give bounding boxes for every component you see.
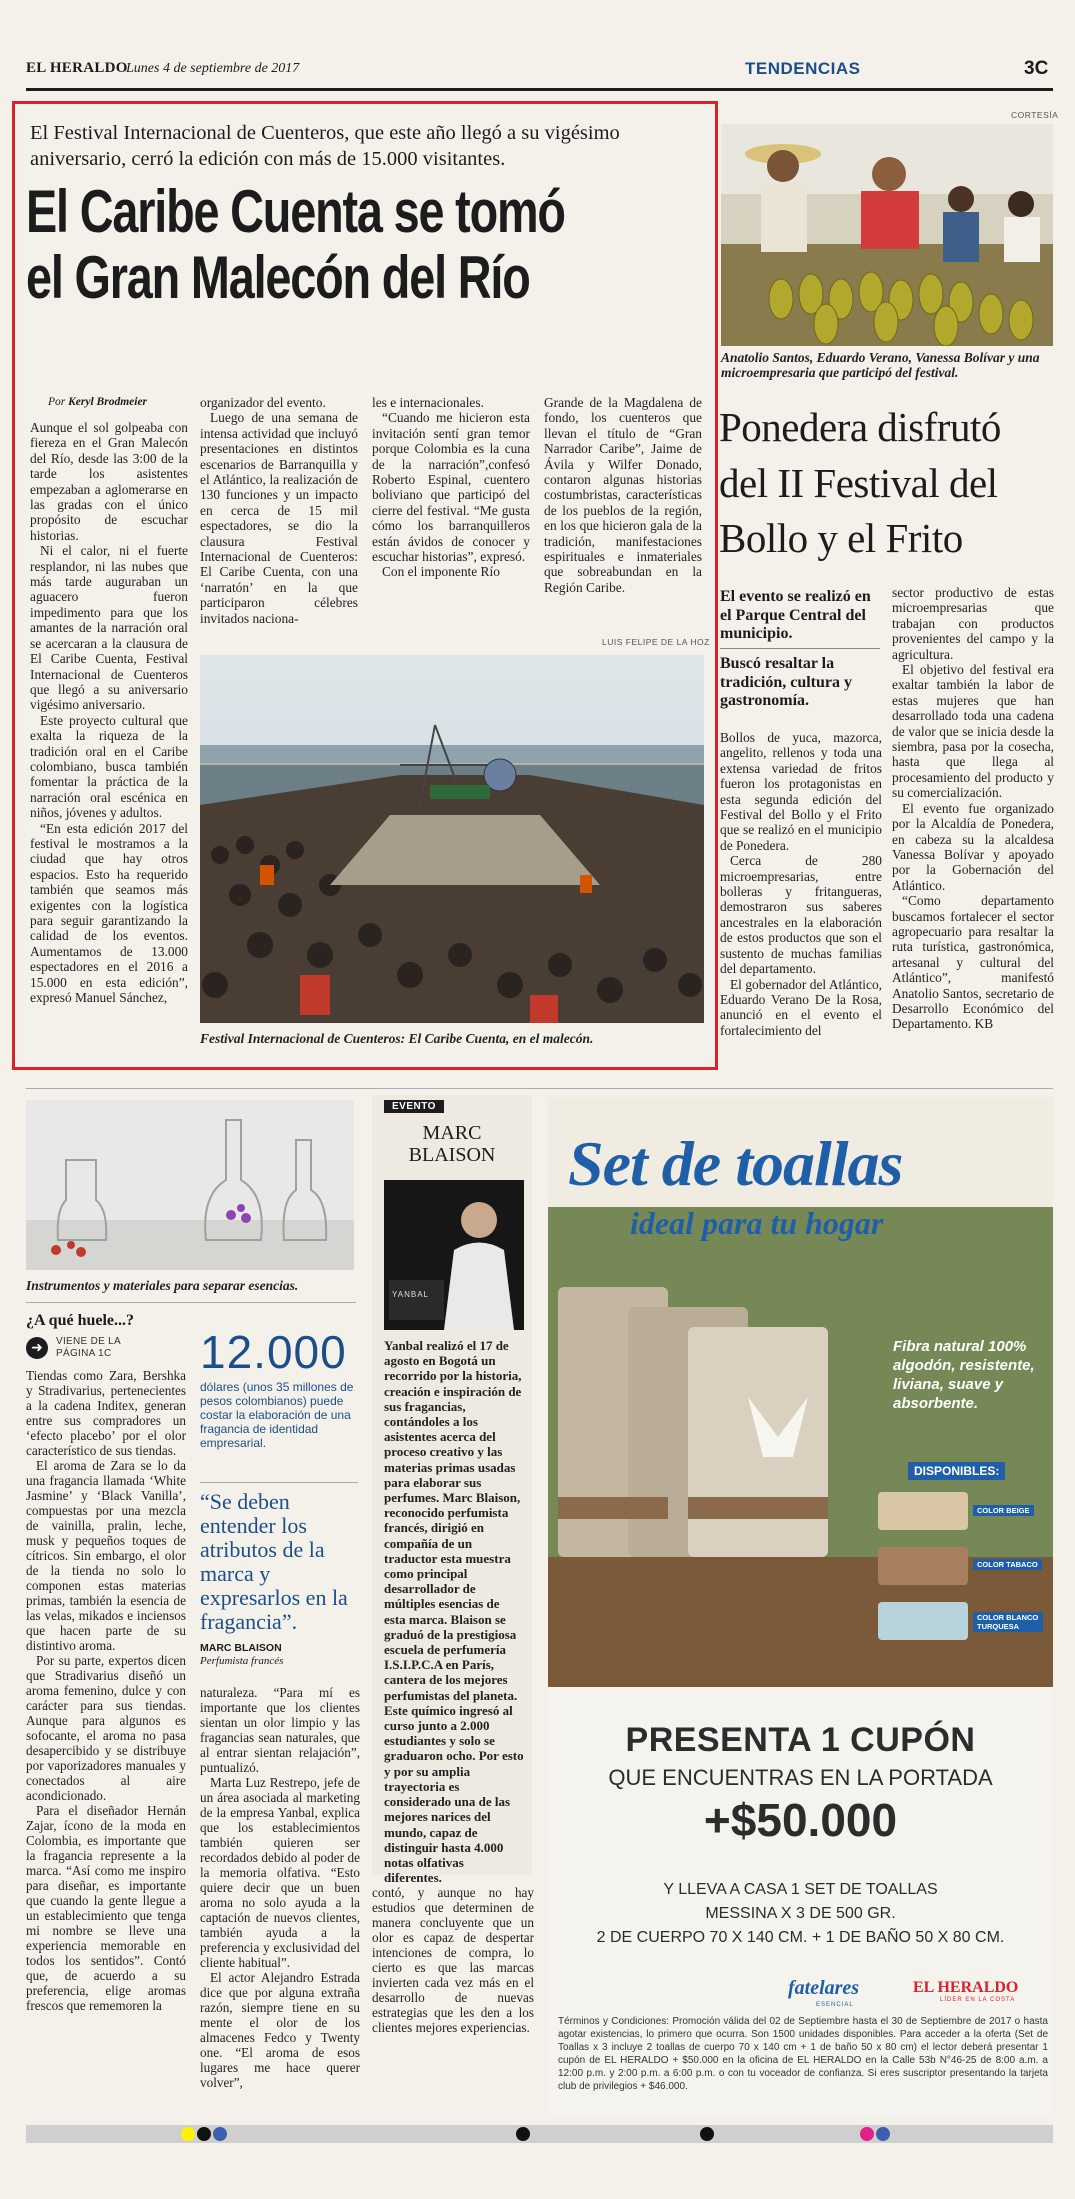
story-deck: El Festival Internacional de Cuenteros, que este año llegó a su vigésimo aniversario, cerró la edición con más de 15.000 visitantes. [30,122,620,170]
paragraph: Marta Luz Restrepo, jefe de un área asociada al marketing de la empresa Yanbal, explica que los establecimientos también quieren ser recordados debido al poder de la memoria olfativa. “Esto quiere decir que un buen aroma no solo ayuda a la captación de nuevos clientes, también ayuda a la preferencia y exclusividad del cliente habitual”. [200,1775,360,1970]
aroma-column-3 [372,1885,534,2035]
paragraph: les e internacionales. [372,395,484,410]
paragraph: Este proyecto cultural que exalta la riqueza de la tradición oral en el Caribe colombiano, busca también fomentar la práctica de la narración oral escénica en niños, jóvenes y adultos. [30,712,188,821]
main-headline-line1: El Caribe Cuenta se tomó [26,178,565,245]
paragraph: organizador del evento. [200,395,326,410]
paragraph: Por su parte, expertos dicen que Stradivarius diseñó un aroma femenino, dulce y con carácter para sus tiendas. Aunque para algunos es sofocante, el aroma no pasa desapercibido y se distribuye por vaporizadores manuales y conectados al aire acondicionado. [26,1653,186,1803]
section-divider [26,1088,1053,1089]
paragraph: Ni el calor, ni el fuerte resplandor, ni las nubes que más tarde auguraban un aguacero fueron impedimento para que los amantes de la narración oral se acercaran a la clausura de El Caribe Cuenta, Festival Internacional de Cuenteros que llegó a su aniversario vigésimo aniversario. [30,543,188,713]
evento-name-2: BLAISON [408,1144,496,1166]
registration-dot [213,2127,227,2141]
heraldo-logo: EL HERALDO [913,1979,1019,1996]
paragraph: Para el diseñador Hernán Zajar, ícono de la moda en Colombia, es importante que la fragancia represente a la marca. “Así como me inspiro para diseñar, es importante que cuando la gente llegue a un establecimiento que tenga mi nombre se lleve una experiencia memorable en todos los sentidos”. Contó que, de acuerdo a su preferencia, elige aromas frescos que rememoren la [26,1803,186,2013]
jump-reference[interactable]: VIENE DE LA PÁGINA 1C [56,1336,121,1359]
ad-title-1: Set de toallas [568,1128,903,1199]
paragraph: Aunque el sol golpeaba con fiereza en el Gran Malecón del Río, desde las 3:00 de la tarde los asistentes empezaban a aglomerarse en las gradas con el único propósito de escuchar historias. [30,420,188,543]
side-column-b [892,585,1054,1032]
registration-dot [876,2127,890,2141]
registration-dot [181,2127,195,2141]
side-photo-caption: Anatolio Santos, Eduardo Verano, Vanessa Bolívar y una microempresaria que participó del festival. [721,350,1040,380]
side-headline-line3: Bollo y el Frito [719,515,963,561]
heraldo-sub: LÍDER EN LA COSTA [940,1997,1016,2003]
issue-date: Lunes 4 de septiembre de 2017 [126,61,300,76]
registration-dot [860,2127,874,2141]
quote-rule [200,1482,358,1483]
pull-quote: “Se deben entender los atributos de la marca y expresarlos en la fragancia”. [200,1489,348,1634]
ad-price: +$50.000 [703,1794,898,1846]
paragraph: Yanbal realizó el 17 de agosto en Bogotá un recorrido por la historia, creación e inspiración de sus fragancias, contándoles a los asistentes acerca del proceso creativo y las materias primas usadas para elaborar sus perfumes. Marc Blaison, reconocido perfumista francés, dirigió en compañía de un traductor esta muestra como principal desarrollador de múltiples esencias de esta marca. Blaison se graduó de la prestigiosa escuela de perfumería I.S.I.P.C.A en París, cantera de los mejores perfumistas del planeta. Este químico ingresó al curso junto a 2.000 estudiantes y solo se graduaron ocho. Por esto y por su amplia trayectoria es considerado una de las mejores narices del mundo, capaz de distinguir hasta 4.000 notas olfativas diferentes. [384,1338,524,1886]
paragraph: contó, y aunque no hay estudios que determinen de manera concluyente que un olor es capaz de despertar intenciones de compra, lo cierto es que las marcas invierten cada vez más en el desarrollo de nuevas estrategias que les den a los clientes mejores experiencias. [372,1885,534,2035]
registration-dot [197,2127,211,2141]
side-headline-line1: Ponedera disfrutó [719,404,1001,450]
main-column-3 [372,395,530,580]
paragraph: El aroma de Zara se lo da una fragancia llamada ‘White Jasmine’ y ‘Black Vanilla’, compuestas por una mezcla de vainilla, pralin, leche, musk y pequeños toques de cítricos. Sin embargo, el olor de la tienda no solo lo componen estas materias primas, también la esencia de las velas, mikados e inciensos que hacen parte de su distintivo aroma. [26,1458,186,1653]
aroma-column-1 [26,1368,186,2013]
section-name: TENDENCIAS [745,59,861,78]
quote-author: MARC BLAISON [200,1642,282,1654]
paragraph: El actor Alejandro Estrada dice que por alguna extraña razón, siempre tiene en su mente el olor de los almacenes Fedco y Twenty one. “El aroma de esos lugares me hace querer volver”, [200,1970,360,2090]
page-number: 3C [1024,58,1049,79]
evento-tag: EVENTO [384,1100,444,1113]
yanbal-logo: YANBAL [392,1290,429,1299]
paragraph: Luego de una semana de intensa actividad que incluyó presentaciones en distintos escenarios de Barranquilla y el Atlántico, la realización de 130 funciones y un impacto en cerca de 15 mil espectadores, se dio la clausura Festival Internacional de Cuenteros: El Caribe Cuenta, con una ‘narratón’ en la que participaron célebres invitados naciona- [200,410,358,626]
ponedera-photo [721,124,1053,346]
paragraph: El gobernador del Atlántico, Eduardo Verano De la Rosa, anunció en el evento el fortalecimiento del [720,976,882,1038]
paragraph: Tiendas como Zara, Bershka y Stradivarius, pertenecientes a la cadena Inditex, generan entre sus compradores un ‘efecto placebo’ por el olor característico de sus tiendas. [26,1368,186,1458]
evento-body [384,1338,524,1885]
arrow-icon[interactable]: ➜ [26,1337,48,1359]
ad-features: Fibra natural 100% algodón, resistente, liviana, suave y absorbente. [893,1338,1035,1412]
evento-name-1: MARC [422,1122,482,1144]
fatelares-logo: fatelares [788,1977,860,1999]
paragraph: El evento fue organizado por la Alcaldía de Ponedera, en cabeza su la alcaldesa Vanessa Bolívar y apoyado por la Gobernación del Atlántico. [892,800,1054,893]
side-subhead-1: El evento se realizó en el Parque Central del municipio. [720,588,871,642]
towel-ad [548,1097,1053,2117]
main-column-1 [30,420,188,1005]
ad-offer-2: MESSINA X 3 DE 500 GR. [705,1905,896,1922]
ad-offer-3: 2 DE CUERPO 70 X 140 CM. + 1 DE BAÑO 50 X 80 CM. [596,1929,1005,1946]
byline-prefix: Por [48,396,66,408]
paragraph: “En esta edición 2017 del festival le mostramos a la ciudad que hay otros espacios. Esto ha requerido también que seamos más exigentes con la logística para seguir garantizando la calidad de los eventos. Aumentamos de 13.000 espectadores en el 2016 a 15.000 en esta edición”, expresó Manuel Sánchez, [30,820,188,1006]
caption-rule [26,1302,356,1303]
photo-credit: LUIS FELIPE DE LA HOZ [602,637,710,647]
masthead-rule [26,88,1053,91]
ad-title-2: ideal para tu hogar [630,1205,884,1241]
ad-terms: Términos y Condiciones: Promoción válida del 02 de Septiembre hasta el 30 de Septiembre de 2017 o hasta agotar existencias, lo primero que ocurra. Son 1500 unidades disponibles. Para acceder a la oferta (Set de Toallas x 3 incluye 2 toallas de cuerpo 70 x 140 cm + 1 de baño 50 x 80 cm) el lector deberá presentar 1 cupón de EL HERALDO + $50.000 en la oficina de EL HERALDO en la Calle 53b N°46-25 de 8:00 a.m. a 12:00 p.m. y 2:00 p.m. a 6:00 p.m. o con tu voceador de confianza. Si eres suscriptor presentando la tarjeta club de privilegios + $46.000. [558,2016,1048,2092]
paragraph: Bollos de yuca, mazorca, angelito, rellenos y toda una extensa variedad de fritos fueron los protagonistas en esta segunda edición del Festival del Bollo y el Frito que se realizó en el municipio de Ponedera. [720,730,882,853]
paragraph: “Cuando me hicieron esta invitación sentí gran temor porque Colombia es la cuna de la narración”,confesó Roberto Espinal, cuentero boliviano que participó del cierre del festival. “Me gusta cómo los barranquilleros están ávidos de conocer y escuchar historias”, expresó. [372,410,530,565]
side-photo-credit: CORTESÍA [1011,110,1059,120]
ad-offer-1: Y LLEVA A CASA 1 SET DE TOALLAS [663,1881,938,1898]
registration-dot [700,2127,714,2141]
main-column-2 [200,395,358,626]
registration-dot [516,2127,530,2141]
ad-cta-1: PRESENTA 1 CUPÓN [625,1721,976,1759]
paragraph: Cerca de 280 microempresarias, entre bolleras y fritangueras, demostraron sus saberes ancestrales en la elaboración de estos productos que son el sustento de muchas familias del departamento. [720,853,882,977]
malecon-photo [200,655,704,1023]
aroma-column-2 [200,1685,360,2090]
color-tabaco-label: COLOR TABACO [973,1559,1042,1570]
paragraph: “Como departamento buscamos fortalecer el sector agropecuario para resaltar la ruta turística, gastronómica, artesanal y cultural del Atlántico”, manifestó Anatolio Santos, secretario de Desarrollo Económico del Departamento. KB [892,893,1054,1032]
aroma-headline: ¿A qué huele...? [26,1312,135,1329]
paragraph: naturaleza. “Para mí es importante que los clientes sientan un olor limpio y las fragancias sean naturales, que al entrar sientan relajación”, puntualizó. [200,1685,360,1775]
essences-photo [26,1100,354,1270]
color-beige-label: COLOR BEIGE [973,1505,1034,1516]
side-subhead-2: Buscó resaltar la tradición, cultura y gastronomía. [720,655,852,709]
paragraph: El objetivo del festival era exaltar también la labor de estas mujeres que han desarrollado toda una cadena de valor que se inicia desde la siembra, pasa por la cosecha, hasta que llega al procesamiento del producto y su comercialización. [892,662,1054,801]
side-headline-line2: del II Festival del [719,460,998,506]
side-column-a [720,730,882,1038]
essences-caption: Instrumentos y materiales para separar esencias. [26,1278,299,1293]
paper-name: EL HERALDO [26,60,128,76]
ad-cta-2: QUE ENCUENTRAS EN LA PORTADA [608,1765,993,1790]
big-number: 12.000 [200,1326,347,1378]
number-explainer: dólares (unos 35 millones de pesos colombianos) puede costar la elaboración de una fragancia de identidad empresarial. [200,1380,354,1450]
byline [48,396,147,408]
subhead-rule [720,648,880,649]
ad-available: DISPONIBLES: [908,1462,1005,1480]
paragraph: sector productivo de estas microempresarias que trabajan con productos provenientes del campo y la agricultura. [892,585,1054,662]
color-turquesa-label: COLOR BLANCO TURQUESA [973,1612,1043,1632]
paragraph: Con el imponente Río [382,564,500,580]
fatelares-sub: ESENCIAL [816,2002,854,2008]
main-column-4 [544,395,702,595]
main-headline-line2: el Gran Malecón del Río [26,244,530,311]
quote-role: Perfumista francés [200,1655,284,1667]
paragraph: Grande de la Magdalena de fondo, los cuenteros que llevan el título de “Gran Narrador Caribe”, Jaime de Ávila y Wilfer Donado, contaron algunas historias costumbristas, características de los pueblos de la región, en los que hicieron gala de la tradición, manifestaciones espirituales e inmateriales que sobreabundan en la Región Caribe. [544,395,702,595]
main-photo-caption: Festival Internacional de Cuenteros: El Caribe Cuenta, en el malecón. [200,1031,594,1046]
blaison-photo [384,1180,524,1330]
byline-author: Keryl Brodmeier [68,396,148,408]
